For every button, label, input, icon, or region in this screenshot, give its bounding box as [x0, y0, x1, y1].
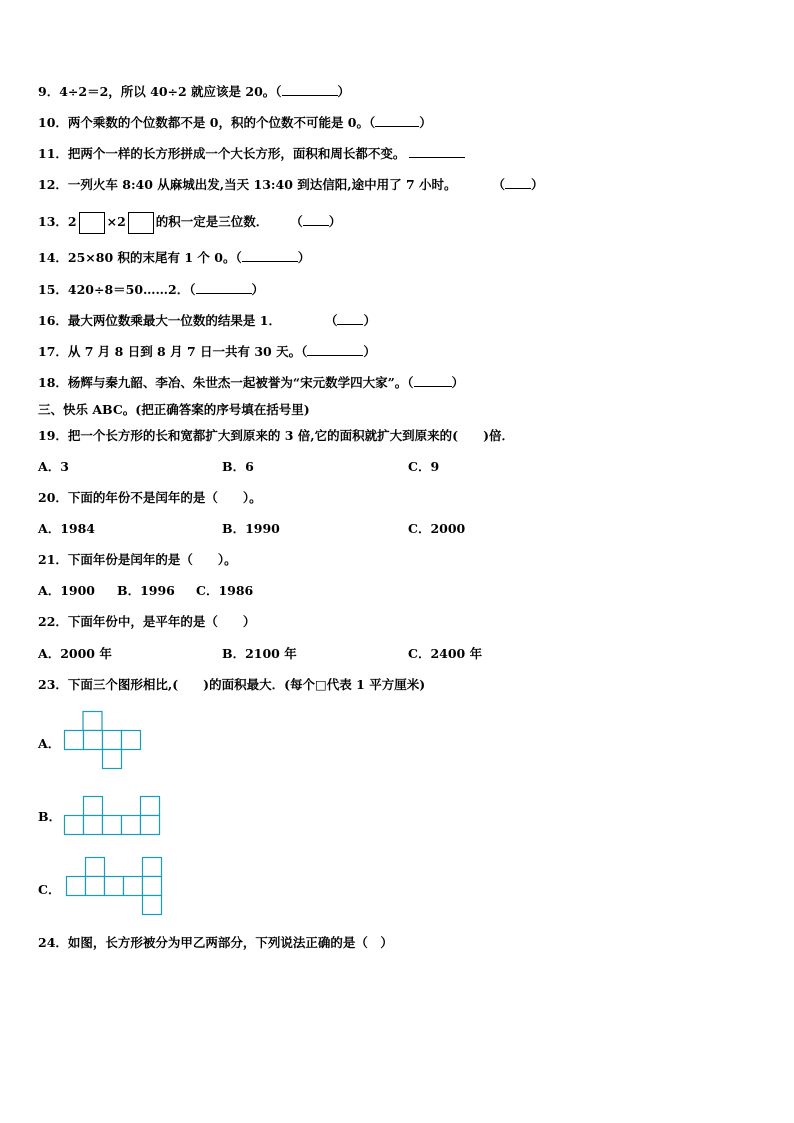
question-21: 21．下面年份是闰年的是（ ）。: [38, 552, 237, 567]
q19-option-c[interactable]: C．9: [408, 459, 440, 474]
answer-blank[interactable]: [409, 146, 465, 158]
question-10-text: 10．两个乘数的个位数都不是 0，积的个位数不可能是 0。（: [38, 115, 376, 130]
q20-option-c[interactable]: C．2000: [408, 521, 466, 536]
answer-blank[interactable]: [414, 375, 452, 387]
section-3-title: 三、快乐 ABC。(把正确答案的序号填在括号里): [38, 402, 310, 417]
digit-box[interactable]: [79, 212, 105, 234]
question-20: 20．下面的年份不是闰年的是（ ）。: [38, 490, 262, 505]
q20-option-a[interactable]: A．1984: [38, 521, 95, 536]
question-23: 23．下面三个图形相比,( )的面积最大．(每个□代表 1 平方厘米): [38, 677, 426, 692]
question-17-text: 17．从 7 月 8 日到 8 月 7 日一共有 30 天。（: [38, 344, 308, 359]
question-13: 13．2 ×2 的积一定是三位数． （ ）: [38, 210, 341, 234]
answer-blank[interactable]: [307, 344, 363, 356]
q21-option-a[interactable]: A．1900: [38, 583, 95, 598]
figure-a-grid[interactable]: [64, 711, 144, 771]
question-11: [38, 146, 465, 162]
q19-option-a[interactable]: A．3: [38, 459, 69, 474]
question-19: 19．把一个长方形的长和宽都扩大到原来的 3 倍,它的面积就扩大到原来的( )倍．: [38, 428, 514, 443]
question-11-text: 11．把两个一样的长方形拼成一个大长方形，面积和周长都不变。: [38, 146, 406, 161]
question-16-text: 16．最大两位数乘最大一位数的结果是 1．: [38, 313, 281, 328]
question-9-text: 9．4÷2＝2，所以 40÷2 就应该是 20。（: [38, 84, 282, 99]
question-12-text: 12．一列火车 8:40 从麻城出发,当天 13:40 到达信阳,途中用了 7 小时。: [38, 177, 457, 192]
figure-b-grid[interactable]: [64, 796, 164, 836]
q22-option-b[interactable]: B．2100 年: [222, 646, 297, 661]
q21-option-c[interactable]: C．1986: [196, 583, 254, 598]
question-16: 16．最大两位数乘最大一位数的结果是 1． （ ）: [38, 313, 376, 328]
answer-blank[interactable]: [242, 250, 298, 262]
question-15: 15．420÷8＝50……2．（ ）: [38, 282, 265, 297]
question-18-text: 18．杨辉与秦九韶、李冶、朱世杰一起被誉为“宋元数学四大家”。（: [38, 375, 414, 390]
question-9: 9．4÷2＝2，所以 40÷2 就应该是 20。（ ）: [38, 84, 351, 99]
answer-blank[interactable]: [196, 282, 252, 294]
answer-blank[interactable]: [303, 214, 329, 226]
q19-option-b[interactable]: B．6: [222, 459, 254, 474]
question-15-text: 15．420÷8＝50……2．（: [38, 282, 196, 297]
question-22: 22．下面年份中，是平年的是（ ）: [38, 614, 256, 629]
figure-b-label[interactable]: B．: [38, 809, 62, 824]
question-18: 18．杨辉与秦九韶、李冶、朱世杰一起被誉为“宋元数学四大家”。（ ）: [38, 375, 465, 390]
question-17: 17．从 7 月 8 日到 8 月 7 日一共有 30 天。（ ）: [38, 344, 376, 359]
answer-blank[interactable]: [375, 115, 419, 127]
figure-c-label[interactable]: C．: [38, 882, 61, 897]
answer-blank[interactable]: [282, 84, 338, 96]
q22-option-a[interactable]: A．2000 年: [38, 646, 112, 661]
question-14-text: 14．25×80 积的末尾有 1 个 0。（: [38, 250, 242, 265]
question-14: 14．25×80 积的末尾有 1 个 0。（ ）: [38, 250, 311, 265]
q22-option-c[interactable]: C．2400 年: [408, 646, 483, 661]
answer-blank[interactable]: [505, 177, 531, 189]
question-12: 12．一列火车 8:40 从麻城出发,当天 13:40 到达信阳,途中用了 7 小时。 （ ）: [38, 177, 544, 192]
q21-option-b[interactable]: B．1996: [117, 583, 175, 598]
question-10: 10．两个乘数的个位数都不是 0，积的个位数不可能是 0。（ ）: [38, 115, 432, 130]
figure-a-label[interactable]: A．: [38, 736, 61, 751]
q20-option-b[interactable]: B．1990: [222, 521, 280, 536]
figure-c-grid[interactable]: [66, 857, 166, 917]
question-24: 24．如图，长方形被分为甲乙两部分，下列说法正确的是（ ）: [38, 935, 393, 950]
answer-blank[interactable]: [337, 313, 363, 325]
digit-box[interactable]: [128, 212, 154, 234]
